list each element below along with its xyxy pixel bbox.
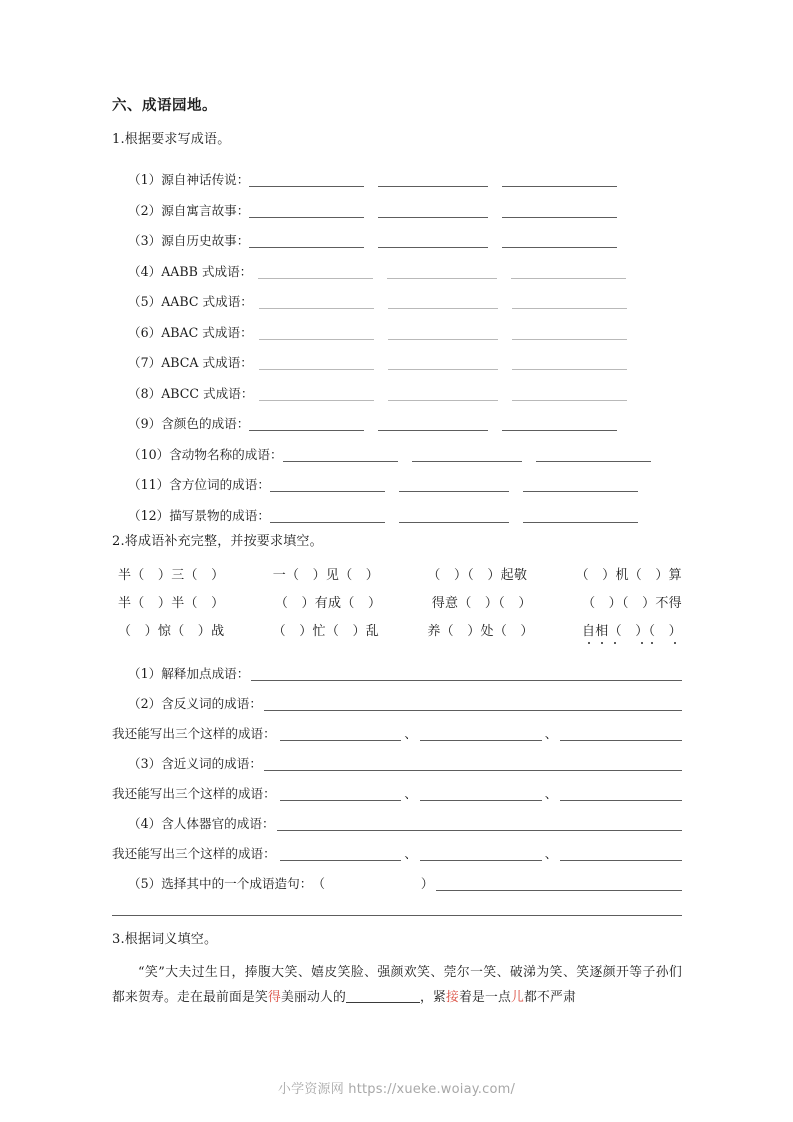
answer-blank[interactable] [523, 522, 638, 523]
sub-question-row [112, 745, 682, 775]
idiom-type-label: （3）源自历史故事： [128, 233, 250, 249]
idiom-grid-cell[interactable]: （ ）有成（ ） [274, 595, 382, 611]
idiom-grid-row [118, 589, 682, 617]
three-answer-blanks [280, 786, 682, 805]
idiom-type-label: （1）源自神话传说： [128, 172, 250, 188]
idiom-answer-blanks [253, 369, 682, 373]
answer-blank[interactable] [249, 430, 364, 431]
idiom-type-row [112, 190, 682, 221]
blank-separator: 、 [404, 845, 418, 861]
idiom-grid-cell[interactable] [582, 622, 682, 642]
sub-question-row [112, 715, 682, 745]
answer-blank[interactable] [412, 461, 522, 462]
answer-blank[interactable] [502, 430, 617, 431]
idiom-grid [112, 561, 682, 645]
sub-question-label: （3）含近义词的成语： [128, 755, 262, 771]
idiom-type-label: （7）ABCA 式成语： [128, 355, 253, 371]
answer-blank[interactable] [249, 217, 364, 218]
idiom-grid-cell[interactable]: （ ）（ ）起敬 [427, 567, 528, 583]
emphasis-char: ） [668, 623, 682, 639]
answer-blank[interactable] [378, 247, 488, 248]
answer-blank[interactable] [420, 800, 542, 801]
answer-blank[interactable] [436, 890, 682, 891]
paragraph-line-1: “笑”大夫过生日，捧腹大笑、嬉皮笑脸、强颜欢笑、莞尔一笑、破涕为笑、笑逐颜开 [138, 964, 630, 980]
paragraph-line-2-part-d: 着是一点 [458, 990, 511, 1006]
sub-question-row [112, 775, 682, 805]
answer-blank[interactable] [387, 278, 497, 279]
idiom-answer-blanks [270, 491, 682, 495]
idiom-grid-cell[interactable]: （ ）（ ）不得 [582, 595, 682, 611]
emphasis-char [655, 624, 668, 639]
idiom-answer-blanks [249, 186, 682, 190]
idiom-answer-blanks [249, 247, 682, 251]
sub-question-label: （5）选择其中的一个成语造句： [128, 875, 313, 891]
section-heading: 六、成语园地。 [112, 97, 217, 114]
answer-blank[interactable] [560, 800, 682, 801]
answer-blank[interactable] [280, 800, 402, 801]
idiom-grid-cell[interactable]: 半（ ）三（ ） [118, 567, 225, 583]
question-2-title: 2.将成语补充完整，并按要求填空。 [112, 533, 323, 549]
answer-blank[interactable] [259, 400, 374, 401]
idiom-type-row [112, 373, 682, 404]
question-3-title: 3.根据词义填空。 [112, 932, 218, 948]
answer-blank[interactable] [258, 278, 373, 279]
answer-blank[interactable] [420, 860, 542, 861]
idiom-answer-blanks [249, 217, 682, 221]
answer-blank[interactable] [420, 740, 542, 741]
page-content [112, 96, 682, 1011]
idiom-answer-blanks [253, 400, 682, 404]
idiom-type-row [112, 160, 682, 191]
emphasis-char [622, 624, 635, 639]
sub-question-row [112, 835, 682, 865]
idiom-type-label: （9）含颜色的成语： [128, 416, 250, 432]
inline-answer-blank[interactable] [346, 989, 420, 1003]
question-1-title: 1.根据要求写成语。 [112, 132, 231, 148]
idiom-type-row [112, 251, 682, 282]
idiom-grid-row [118, 617, 682, 645]
answer-blank[interactable] [378, 430, 488, 431]
answer-blank[interactable] [283, 461, 398, 462]
answer-blank[interactable] [259, 369, 374, 370]
highlighted-char-er: 儿 [510, 990, 524, 1006]
sub-question-row [112, 865, 682, 895]
three-answer-blanks [280, 726, 682, 745]
sub-question-row [112, 685, 682, 715]
emphasis-char: （ [648, 623, 656, 639]
answer-blank[interactable] [270, 522, 385, 523]
idiom-type-row [112, 282, 682, 313]
answer-blank[interactable] [502, 217, 617, 218]
answer-blank[interactable] [264, 710, 682, 711]
answer-blank[interactable] [270, 491, 385, 492]
answer-blank[interactable] [502, 247, 617, 248]
choice-parenthesis[interactable] [312, 876, 433, 895]
sub-question-row [112, 655, 682, 685]
answer-blank[interactable] [249, 186, 364, 187]
answer-blank[interactable] [399, 491, 509, 492]
paragraph-line-2-part-b: 美丽动人的 [280, 990, 346, 1006]
answer-blank[interactable] [502, 186, 617, 187]
idiom-type-row [112, 343, 682, 374]
idiom-type-label: （12）描写景物的成语： [128, 507, 270, 523]
watermark: 小学资源网 https://xueke.woiay.com/ [277, 1082, 516, 1097]
blank-separator: 、 [544, 785, 558, 801]
idiom-grid-cell[interactable]: 一（ ）见（ ） [272, 567, 380, 583]
emphasis-char: （ [608, 623, 622, 639]
sub-question-label: 我还能写出三个这样的成语： [112, 845, 276, 861]
answer-blank[interactable] [259, 308, 374, 309]
idiom-grid-cell[interactable]: 半（ ）半（ ） [118, 595, 225, 611]
idiom-answer-blanks [249, 430, 682, 434]
answer-blank[interactable] [560, 740, 682, 741]
answer-blank[interactable] [277, 830, 682, 831]
blank-separator: 、 [544, 845, 558, 861]
sub-question-label: （1）解释加点成语： [128, 665, 250, 681]
sub-question-label: （2）含反义词的成语： [128, 695, 262, 711]
idiom-type-label: （10）含动物名称的成语： [128, 446, 283, 462]
answer-blank[interactable] [511, 278, 626, 279]
idiom-grid-cell[interactable]: 养（ ）处（ ） [427, 623, 534, 639]
question-3-paragraph [112, 960, 682, 1011]
sub-question-label: （4）含人体器官的成语： [128, 815, 275, 831]
idiom-grid-cell[interactable]: （ ）机（ ）算 [575, 567, 682, 583]
idiom-type-label: （8）ABCC 式成语： [128, 385, 254, 401]
answer-blank[interactable] [388, 339, 498, 340]
paragraph-line-2-part-e: 都不严肃 [523, 990, 576, 1006]
answer-blank[interactable] [378, 186, 488, 187]
answer-blank[interactable] [280, 740, 402, 741]
idiom-grid-cell[interactable]: （ ）惊（ ）战 [118, 623, 225, 639]
paragraph-line-2-part-a: 等子孙们都来贺寿。走在最前面是笑 [112, 964, 682, 1006]
answer-blank[interactable] [249, 247, 364, 248]
blank-separator: 、 [404, 785, 418, 801]
answer-blank[interactable] [512, 369, 627, 370]
idiom-answer-blanks [270, 522, 682, 526]
idiom-type-row [112, 465, 682, 496]
idiom-type-label: （2）源自寓言故事： [128, 202, 250, 218]
answer-blank[interactable] [512, 400, 627, 401]
paren-open: （ [312, 875, 325, 891]
answer-blank[interactable] [388, 308, 498, 309]
idiom-type-row [112, 221, 682, 252]
idiom-type-row [112, 434, 682, 465]
answer-blank[interactable] [378, 217, 488, 218]
answer-blank[interactable] [259, 339, 374, 340]
idiom-type-label: （4）AABB 式成语： [128, 263, 253, 279]
idiom-grid-cell[interactable]: 得意（ ）（ ） [431, 595, 532, 611]
idiom-type-row [112, 404, 682, 435]
answer-blank[interactable] [512, 308, 627, 309]
paren-close: ） [420, 875, 434, 891]
emphasis-char: ） [635, 623, 649, 639]
emphasis-char: 自 [581, 623, 596, 639]
highlighted-char-jie: 接 [445, 990, 459, 1006]
answer-blank[interactable] [536, 461, 651, 462]
answer-rule-line[interactable] [112, 915, 682, 916]
three-answer-blanks [280, 846, 682, 865]
answer-blank[interactable] [523, 491, 638, 492]
sub-question-row [112, 805, 682, 835]
answer-blank[interactable] [560, 860, 682, 861]
idiom-type-label: （11）含方位词的成语： [128, 477, 270, 493]
idiom-type-label: （6）ABAC 式成语： [128, 324, 253, 340]
idiom-answer-blanks [252, 278, 682, 282]
blank-separator: 、 [404, 725, 418, 741]
answer-blank[interactable] [251, 680, 682, 681]
blank-separator: 、 [544, 725, 558, 741]
sub-question-label: 我还能写出三个这样的成语： [112, 725, 276, 741]
answer-blank[interactable] [399, 522, 509, 523]
idiom-type-row [112, 495, 682, 526]
answer-blank[interactable] [264, 770, 682, 771]
idiom-answer-blanks [283, 461, 682, 465]
question-2-subquestions [112, 655, 682, 895]
answer-blank[interactable] [512, 339, 627, 340]
idiom-grid-cell[interactable]: （ ）忙（ ）乱 [272, 623, 380, 639]
answer-blank[interactable] [280, 860, 402, 861]
answer-blank[interactable] [388, 400, 498, 401]
sub-question-label: 我还能写出三个这样的成语： [112, 785, 276, 801]
paragraph-line-2-part-c: ，紧 [419, 990, 446, 1006]
question-1-list [112, 160, 682, 526]
idiom-answer-blanks [253, 308, 682, 312]
highlighted-char-de: 得 [267, 990, 281, 1006]
idiom-grid-row [118, 561, 682, 589]
idiom-type-row [112, 312, 682, 343]
answer-blank[interactable] [388, 369, 498, 370]
emphasis-char: 相 [595, 623, 609, 639]
idiom-answer-blanks [253, 339, 682, 343]
idiom-type-label: （5）AABC 式成语： [128, 294, 253, 310]
